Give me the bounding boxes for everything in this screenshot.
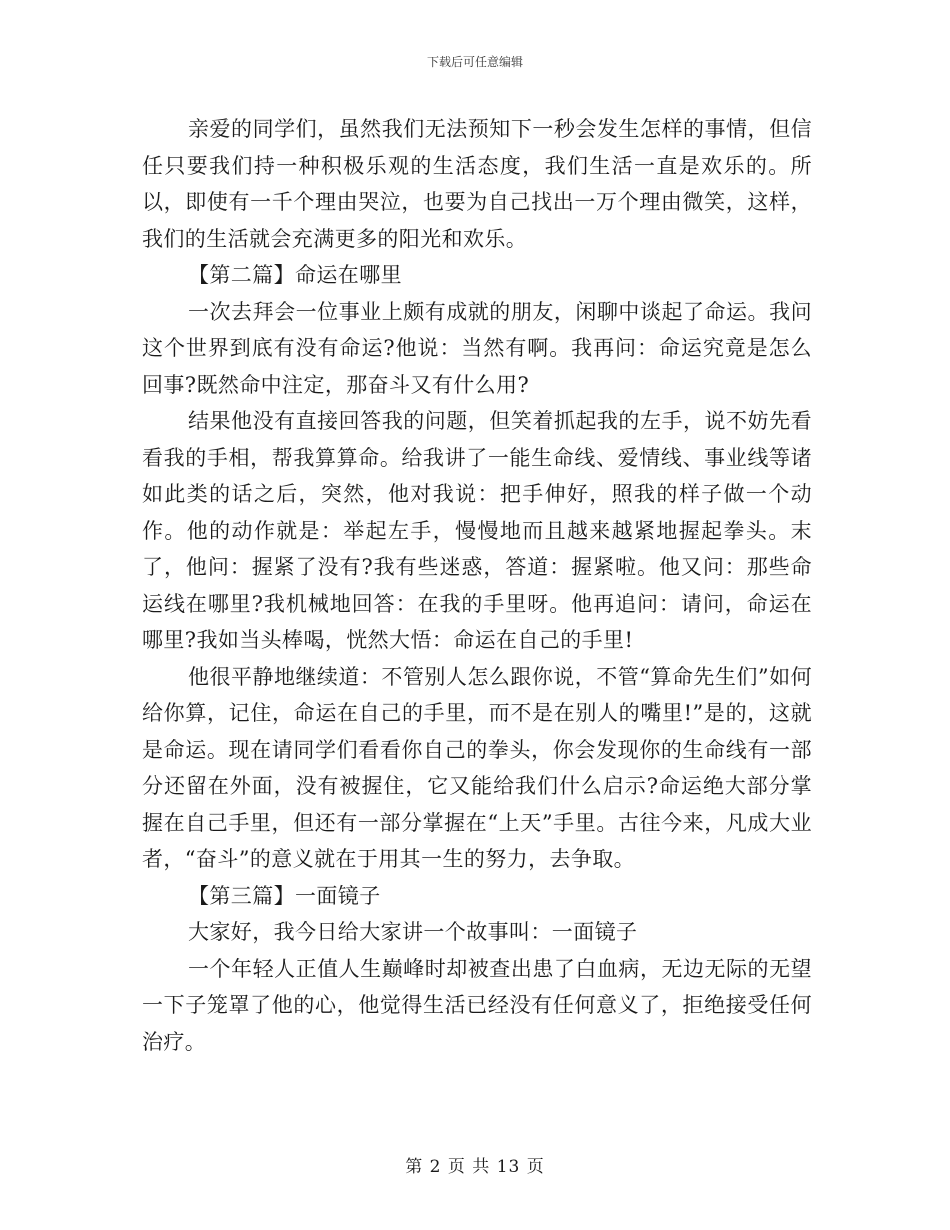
section-heading: 【第二篇】命运在哪里 [188, 263, 402, 287]
section-heading: 【第三篇】一面镜子 [188, 883, 381, 908]
paragraph: 一个年轻人正值人生巅峰时却被查出患了白血病，无边无际的无望一下子笼罩了他的心，他觉得生活已经没有任何意义了，拒绝接受任何治疗。 [142, 956, 812, 1054]
paragraph: 一次去拜会一位事业上颇有成就的朋友，闲聊中谈起了命运。我问这个世界到底有没有命运?他说：当然有啊。我再问：命运究竟是怎么回事?既然命中注定，那奋斗又有什么用? [142, 299, 812, 397]
paragraph: 结果他没有直接回答我的问题，但笑着抓起我的左手，说不妨先看看我的手相，帮我算算命。给我讲了一能生命线、爱情线、事业线等诸如此类的话之后，突然，他对我说：把手伸好，照我的样子做一个动作。他的动作就是：举起左手，慢慢地而且越来越紧地握起拳头。末了，他问：握紧了没有?我有些迷惑，答道：握紧啦。他又问：那些命运线在哪里?我机械地回答：在我的手里呀。他再追问：请问，命运在哪里?我如当头棒喝，恍然大悟：命运在自己的手里! [142, 409, 812, 652]
document-body [142, 111, 812, 1060]
page-number-footer: 第 2 页 共 13 页 [405, 1157, 545, 1177]
paragraph: 大家好，我今日给大家讲一个故事叫：一面镜子 [188, 920, 638, 944]
paragraph: 亲爱的同学们，虽然我们无法预知下一秒会发生怎样的事情，但信任只要我们持一种积极乐观的生活态度，我们生活一直是欢乐的。所以，即使有一千个理由哭泣，也要为自己找出一万个理由微笑，这样，我们的生活就会充满更多的阳光和欢乐。 [142, 117, 812, 251]
page-header-note: 下载后可任意编辑 [426, 55, 523, 69]
paragraph: 他很平静地继续道：不管别人怎么跟你说，不管“算命先生们”如何给你算，记住，命运在自己的手里，而不是在别人的嘴里!”是的，这就是命运。现在请同学们看看你自己的拳头，你会发现你的生命线有一部分还留在外面，没有被握住，它又能给我们什么启示?命运绝大部分掌握在自己手里，但还有一部分掌握在“上天”手里。古往今来，凡成大业者，“奋斗”的意义就在于用其一生的努力，去争取。 [142, 664, 812, 871]
